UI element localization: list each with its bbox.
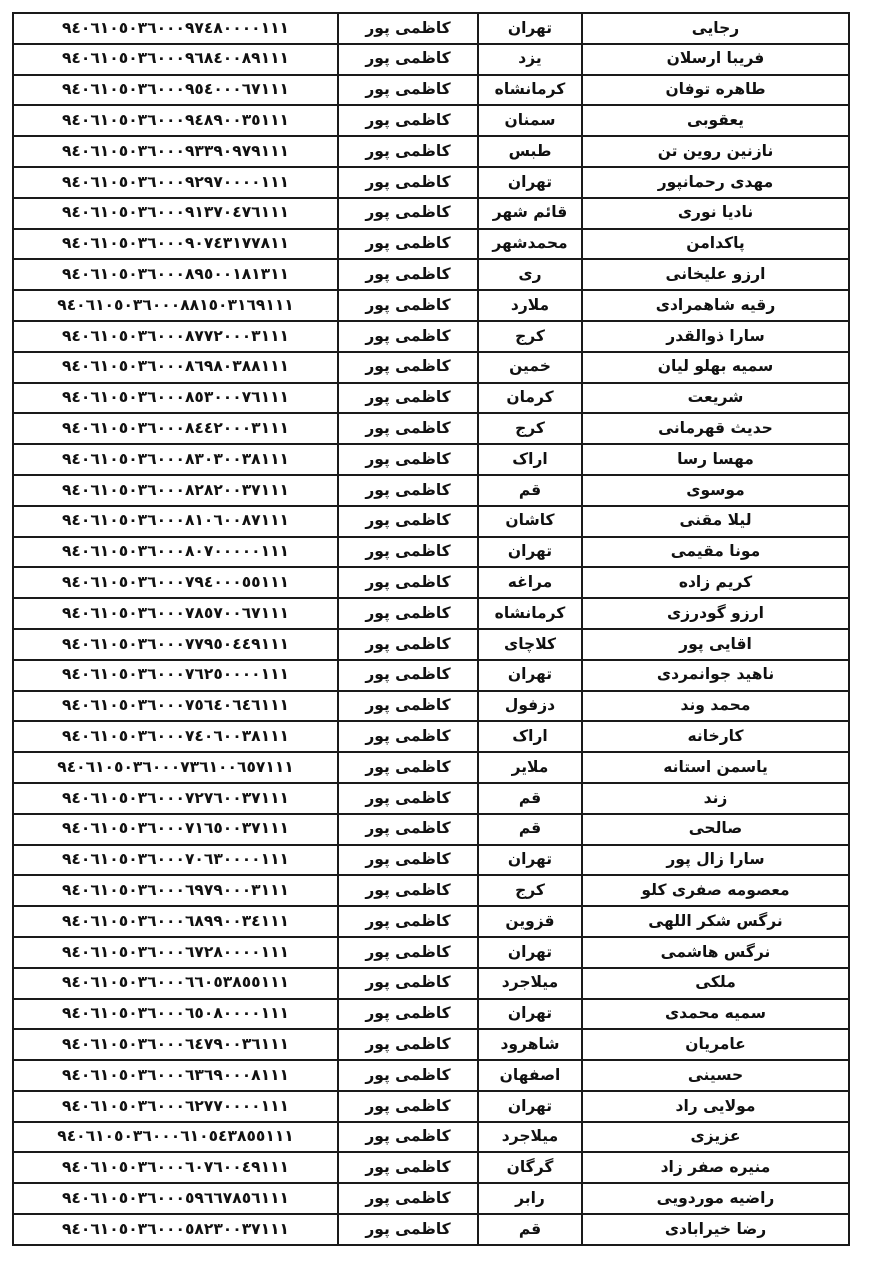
customer-name-cell: سارا زال پور	[582, 845, 849, 876]
broker-cell: کاظمی پور	[338, 352, 478, 383]
table-row	[13, 567, 849, 598]
customer-name-cell: شریعت	[582, 383, 849, 414]
customer-name-cell: محمد وند	[582, 691, 849, 722]
customer-name-cell: مهدی رحمانپور	[582, 167, 849, 198]
customer-name-cell: نازنین روین تن	[582, 136, 849, 167]
broker-cell: کاظمی پور	[338, 506, 478, 537]
account-code-cell: ۹٤٠٦١٠٥٠٣٦٠٠٠٦٦٠٥٣٨٥٥١١١	[13, 968, 338, 999]
customer-name-cell: ارزو علیخانی	[582, 259, 849, 290]
broker-cell: کاظمی پور	[338, 444, 478, 475]
account-code-cell: ۹٤٠٦١٠٥٠٣٦٠٠٠۹٥٤٠٠٠٦٧١١١	[13, 75, 338, 106]
table-row	[13, 968, 849, 999]
city-cell: تهران	[478, 845, 582, 876]
table-row	[13, 383, 849, 414]
customer-name-cell: مولایی راد	[582, 1091, 849, 1122]
city-cell: یزد	[478, 44, 582, 75]
table-row	[13, 875, 849, 906]
broker-cell: کاظمی پور	[338, 845, 478, 876]
broker-cell: کاظمی پور	[338, 1029, 478, 1060]
account-code-cell: ۹٤٠٦١٠٥٠٣٦٠٠٠۹٣٣۹٠۹٧۹١١١	[13, 136, 338, 167]
account-code-cell: ۹٤٠٦١٠٥٠٣٦٠٠٠٦٠٧٦٠٠٤۹١١١	[13, 1152, 338, 1183]
broker-cell: کاظمی پور	[338, 629, 478, 660]
table-row	[13, 937, 849, 968]
broker-cell: کاظمی پور	[338, 44, 478, 75]
city-cell: قم	[478, 475, 582, 506]
account-code-cell: ۹٤٠٦١٠٥٠٣٦٠٠٠٨٣٠٣٠٠٣٨١١١	[13, 444, 338, 475]
city-cell: ملایر	[478, 752, 582, 783]
account-code-cell: ۹٤٠٦١٠٥٠٣٦٠٠٠٨٢٨٢٠٠٣٧١١١	[13, 475, 338, 506]
broker-cell: کاظمی پور	[338, 537, 478, 568]
table-row	[13, 906, 849, 937]
customer-name-cell: صالحی	[582, 814, 849, 845]
account-code-cell: ۹٤٠٦١٠٥٠٣٦٠٠٠٨٤٤٢٠٠٠٣١١١	[13, 413, 338, 444]
customer-name-cell: رقیه شاهمرادی	[582, 290, 849, 321]
account-code-cell: ۹٤٠٦١٠٥٠٣٦٠٠٠٧٧۹٥٠٤٤۹١١١	[13, 629, 338, 660]
table-row	[13, 352, 849, 383]
broker-cell: کاظمی پور	[338, 814, 478, 845]
broker-cell: کاظمی پور	[338, 105, 478, 136]
table-row	[13, 845, 849, 876]
table-row	[13, 44, 849, 75]
customer-name-cell: نرگس هاشمی	[582, 937, 849, 968]
account-code-cell: ۹٤٠٦١٠٥٠٣٦٠٠٠٩٦٨٤٠٠٨٩١١١	[13, 44, 338, 75]
records-table	[12, 12, 850, 1246]
customer-name-cell: ارزو گودرزی	[582, 598, 849, 629]
account-code-cell: ۹٤٠٦١٠٥٠٣٦٠٠٠٧١٦٥٠٠٣٧١١١	[13, 814, 338, 845]
table-row	[13, 721, 849, 752]
table-row	[13, 321, 849, 352]
customer-name-cell: عامریان	[582, 1029, 849, 1060]
city-cell: تهران	[478, 999, 582, 1030]
customer-name-cell: سارا ذوالقدر	[582, 321, 849, 352]
table-row	[13, 105, 849, 136]
account-code-cell: ۹٤٠٦١٠٥٠٣٦٠٠٠٧٢٧٦٠٠٣٧١١١	[13, 783, 338, 814]
city-cell: رابر	[478, 1183, 582, 1214]
table-row	[13, 229, 849, 260]
customer-name-cell: موسوی	[582, 475, 849, 506]
broker-cell: کاظمی پور	[338, 567, 478, 598]
table-row	[13, 752, 849, 783]
account-code-cell: ۹٤٠٦١٠٥٠٣٦٠٠٠٩٧٤٨٠٠٠٠١١١	[13, 13, 338, 44]
customer-name-cell: عزیزی	[582, 1122, 849, 1153]
account-code-cell: ۹٤٠٦١٠٥٠٣٦٠٠٠۹١٣٧٠٤٧٦١١١	[13, 198, 338, 229]
broker-cell: کاظمی پور	[338, 937, 478, 968]
city-cell: مراغه	[478, 567, 582, 598]
broker-cell: کاظمی پور	[338, 1091, 478, 1122]
broker-cell: کاظمی پور	[338, 229, 478, 260]
table-row	[13, 1122, 849, 1153]
broker-cell: کاظمی پور	[338, 383, 478, 414]
account-code-cell: ۹٤٠٦١٠٥٠٣٦٠٠٠۹٢۹٧٠٠٠٠١١١	[13, 167, 338, 198]
table-row	[13, 1091, 849, 1122]
city-cell: تهران	[478, 13, 582, 44]
city-cell: قم	[478, 814, 582, 845]
city-cell: تهران	[478, 660, 582, 691]
table-row	[13, 75, 849, 106]
broker-cell: کاظمی پور	[338, 75, 478, 106]
table-row	[13, 1183, 849, 1214]
table-row	[13, 660, 849, 691]
account-code-cell: ۹٤٠٦١٠٥٠٣٦٠٠٠۹٠٧٤٣١٧٧٨١١	[13, 229, 338, 260]
broker-cell: کاظمی پور	[338, 167, 478, 198]
table-row	[13, 691, 849, 722]
broker-cell: کاظمی پور	[338, 259, 478, 290]
city-cell: گرگان	[478, 1152, 582, 1183]
account-code-cell: ۹٤٠٦١٠٥٠٣٦٠٠٠٥۹٦٦٧٨٥٦١١١	[13, 1183, 338, 1214]
account-code-cell: ۹٤٠٦١٠٥٠٣٦٠٠٠٧۹٤٠٠٠٥٥١١١	[13, 567, 338, 598]
table-row	[13, 198, 849, 229]
customer-name-cell: نرگس شکر اللهی	[582, 906, 849, 937]
broker-cell: کاظمی پور	[338, 906, 478, 937]
account-code-cell: ۹٤٠٦١٠٥٠٣٦٠٠٠٨١٠٦٠٠٨٧١١١	[13, 506, 338, 537]
customer-name-cell: ناهید جوانمردی	[582, 660, 849, 691]
account-code-cell: ۹٤٠٦١٠٥٠٣٦٠٠٠٧٣٦١٠٠٦٥٧١١١	[13, 752, 338, 783]
customer-name-cell: سمیه محمدی	[582, 999, 849, 1030]
table-row	[13, 167, 849, 198]
table-row	[13, 259, 849, 290]
city-cell: اراک	[478, 444, 582, 475]
broker-cell: کاظمی پور	[338, 475, 478, 506]
table-row	[13, 814, 849, 845]
account-code-cell: ۹٤٠٦١٠٥٠٣٦٠٠٠٨۹٥٠٠١٨١٣١١	[13, 259, 338, 290]
city-cell: خمین	[478, 352, 582, 383]
city-cell: طبس	[478, 136, 582, 167]
city-cell: کرج	[478, 875, 582, 906]
broker-cell: کاظمی پور	[338, 13, 478, 44]
customer-name-cell: رجایی	[582, 13, 849, 44]
account-code-cell: ۹٤٠٦١٠٥٠٣٦٠٠٠٨٠٧٠٠٠٠٠١١١	[13, 537, 338, 568]
city-cell: کرمان	[478, 383, 582, 414]
table-row	[13, 136, 849, 167]
table-row	[13, 783, 849, 814]
city-cell: قم	[478, 783, 582, 814]
city-cell: قائم شهر	[478, 198, 582, 229]
account-code-cell: ۹٤٠٦١٠٥٠٣٦٠٠٠٧٥٦٤٠٦٤٦١١١	[13, 691, 338, 722]
customer-name-cell: لیلا مقنی	[582, 506, 849, 537]
account-code-cell: ۹٤٠٦١٠٥٠٣٦٠٠٠٦۹٧۹٠٠٠٣١١١	[13, 875, 338, 906]
table-row	[13, 444, 849, 475]
city-cell: میلاجرد	[478, 1122, 582, 1153]
customer-name-cell: مهسا رسا	[582, 444, 849, 475]
customer-name-cell: یاسمن استانه	[582, 752, 849, 783]
table-row	[13, 1214, 849, 1245]
broker-cell: کاظمی پور	[338, 598, 478, 629]
account-code-cell: ۹٤٠٦١٠٥٠٣٦٠٠٠٨٧٧٢٠٠٠٣١١١	[13, 321, 338, 352]
broker-cell: کاظمی پور	[338, 875, 478, 906]
records-table-body	[13, 13, 849, 1245]
broker-cell: کاظمی پور	[338, 321, 478, 352]
broker-cell: کاظمی پور	[338, 783, 478, 814]
table-row	[13, 1060, 849, 1091]
city-cell: کلاچای	[478, 629, 582, 660]
customer-name-cell: فریبا ارسلان	[582, 44, 849, 75]
account-code-cell: ۹٤٠٦١٠٥٠٣٦٠٠٠٨٦۹٨٠٣٨٨١١١	[13, 352, 338, 383]
table-row	[13, 598, 849, 629]
account-code-cell: ۹٤٠٦١٠٥٠٣٦٠٠٠٦٤٧۹٠٠٣٦١١١	[13, 1029, 338, 1060]
customer-name-cell: حدیث قهرمانی	[582, 413, 849, 444]
broker-cell: کاظمی پور	[338, 721, 478, 752]
account-code-cell: ۹٤٠٦١٠٥٠٣٦٠٠٠۹٤٨۹٠٠٣٥١١١	[13, 105, 338, 136]
table-row	[13, 999, 849, 1030]
broker-cell: کاظمی پور	[338, 1122, 478, 1153]
broker-cell: کاظمی پور	[338, 660, 478, 691]
account-code-cell: ۹٤٠٦١٠٥٠٣٦٠٠٠٧٠٦٣٠٠٠٠١١١	[13, 845, 338, 876]
city-cell: کرج	[478, 413, 582, 444]
customer-name-cell: زند	[582, 783, 849, 814]
customer-name-cell: ملکی	[582, 968, 849, 999]
table-row	[13, 13, 849, 44]
city-cell: میلاجرد	[478, 968, 582, 999]
table-row	[13, 1152, 849, 1183]
city-cell: سمنان	[478, 105, 582, 136]
customer-name-cell: کریم زاده	[582, 567, 849, 598]
customer-name-cell: سمیه بهلو لیان	[582, 352, 849, 383]
city-cell: کرمانشاه	[478, 75, 582, 106]
city-cell: کرج	[478, 321, 582, 352]
broker-cell: کاظمی پور	[338, 1183, 478, 1214]
city-cell: محمدشهر	[478, 229, 582, 260]
city-cell: قزوین	[478, 906, 582, 937]
account-code-cell: ۹٤٠٦١٠٥٠٣٦٠٠٠٦٧٢٨٠٠٠٠١١١	[13, 937, 338, 968]
city-cell: تهران	[478, 937, 582, 968]
account-code-cell: ۹٤٠٦١٠٥٠٣٦٠٠٠٧٨٥٧٠٠٦٧١١١	[13, 598, 338, 629]
account-code-cell: ۹٤٠٦١٠٥٠٣٦٠٠٠٦٣٦۹٠٠٠٨١١١	[13, 1060, 338, 1091]
table-row	[13, 537, 849, 568]
city-cell: دزفول	[478, 691, 582, 722]
customer-name-cell: رضا خیرابادی	[582, 1214, 849, 1245]
broker-cell: کاظمی پور	[338, 1214, 478, 1245]
customer-name-cell: حسینی	[582, 1060, 849, 1091]
city-cell: ملارد	[478, 290, 582, 321]
account-code-cell: ۹٤٠٦١٠٥٠٣٦٠٠٠٦٥٠٨٠٠٠٠١١١	[13, 999, 338, 1030]
broker-cell: کاظمی پور	[338, 136, 478, 167]
customer-name-cell: پاکدامن	[582, 229, 849, 260]
broker-cell: کاظمی پور	[338, 413, 478, 444]
broker-cell: کاظمی پور	[338, 999, 478, 1030]
customer-name-cell: طاهره توفان	[582, 75, 849, 106]
table-row	[13, 1029, 849, 1060]
table-row	[13, 475, 849, 506]
customer-name-cell: معصومه صفری کلو	[582, 875, 849, 906]
city-cell: اصفهان	[478, 1060, 582, 1091]
customer-name-cell: یعقوبی	[582, 105, 849, 136]
broker-cell: کاظمی پور	[338, 691, 478, 722]
city-cell: شاهرود	[478, 1029, 582, 1060]
account-code-cell: ۹٤٠٦١٠٥٠٣٦٠٠٠٨٥٣٠٠٠٧٦١١١	[13, 383, 338, 414]
broker-cell: کاظمی پور	[338, 968, 478, 999]
table-row	[13, 506, 849, 537]
customer-name-cell: راضیه موردویی	[582, 1183, 849, 1214]
city-cell: تهران	[478, 537, 582, 568]
account-code-cell: ۹٤٠٦١٠٥٠٣٦٠٠٠٦١٠٥٤٣٨٥٥١١١	[13, 1122, 338, 1153]
customer-name-cell: اقایی پور	[582, 629, 849, 660]
broker-cell: کاظمی پور	[338, 1060, 478, 1091]
account-code-cell: ۹٤٠٦١٠٥٠٣٦٠٠٠٦٢٧٧٠٠٠٠١١١	[13, 1091, 338, 1122]
account-code-cell: ۹٤٠٦١٠٥٠٣٦٠٠٠٧٦٢٥٠٠٠٠١١١	[13, 660, 338, 691]
city-cell: قم	[478, 1214, 582, 1245]
table-row	[13, 290, 849, 321]
customer-name-cell: کارخانه	[582, 721, 849, 752]
account-code-cell: ۹٤٠٦١٠٥٠٣٦٠٠٠٨٨١٥٠٣١٦۹١١١	[13, 290, 338, 321]
table-row	[13, 629, 849, 660]
broker-cell: کاظمی پور	[338, 198, 478, 229]
broker-cell: کاظمی پور	[338, 752, 478, 783]
broker-cell: کاظمی پور	[338, 1152, 478, 1183]
city-cell: اراک	[478, 721, 582, 752]
customer-name-cell: منیره صفر زاد	[582, 1152, 849, 1183]
city-cell: تهران	[478, 1091, 582, 1122]
customer-name-cell: نادیا نوری	[582, 198, 849, 229]
city-cell: ری	[478, 259, 582, 290]
table-row	[13, 413, 849, 444]
city-cell: کرمانشاه	[478, 598, 582, 629]
account-code-cell: ۹٤٠٦١٠٥٠٣٦٠٠٠٧٤٠٦٠٠٣٨١١١	[13, 721, 338, 752]
account-code-cell: ۹٤٠٦١٠٥٠٣٦٠٠٠٥٨٢٣٠٠٣٧١١١	[13, 1214, 338, 1245]
account-code-cell: ۹٤٠٦١٠٥٠٣٦٠٠٠٦٨۹۹٠٠٣٤١١١	[13, 906, 338, 937]
broker-cell: کاظمی پور	[338, 290, 478, 321]
city-cell: کاشان	[478, 506, 582, 537]
city-cell: تهران	[478, 167, 582, 198]
customer-name-cell: مونا مقیمی	[582, 537, 849, 568]
